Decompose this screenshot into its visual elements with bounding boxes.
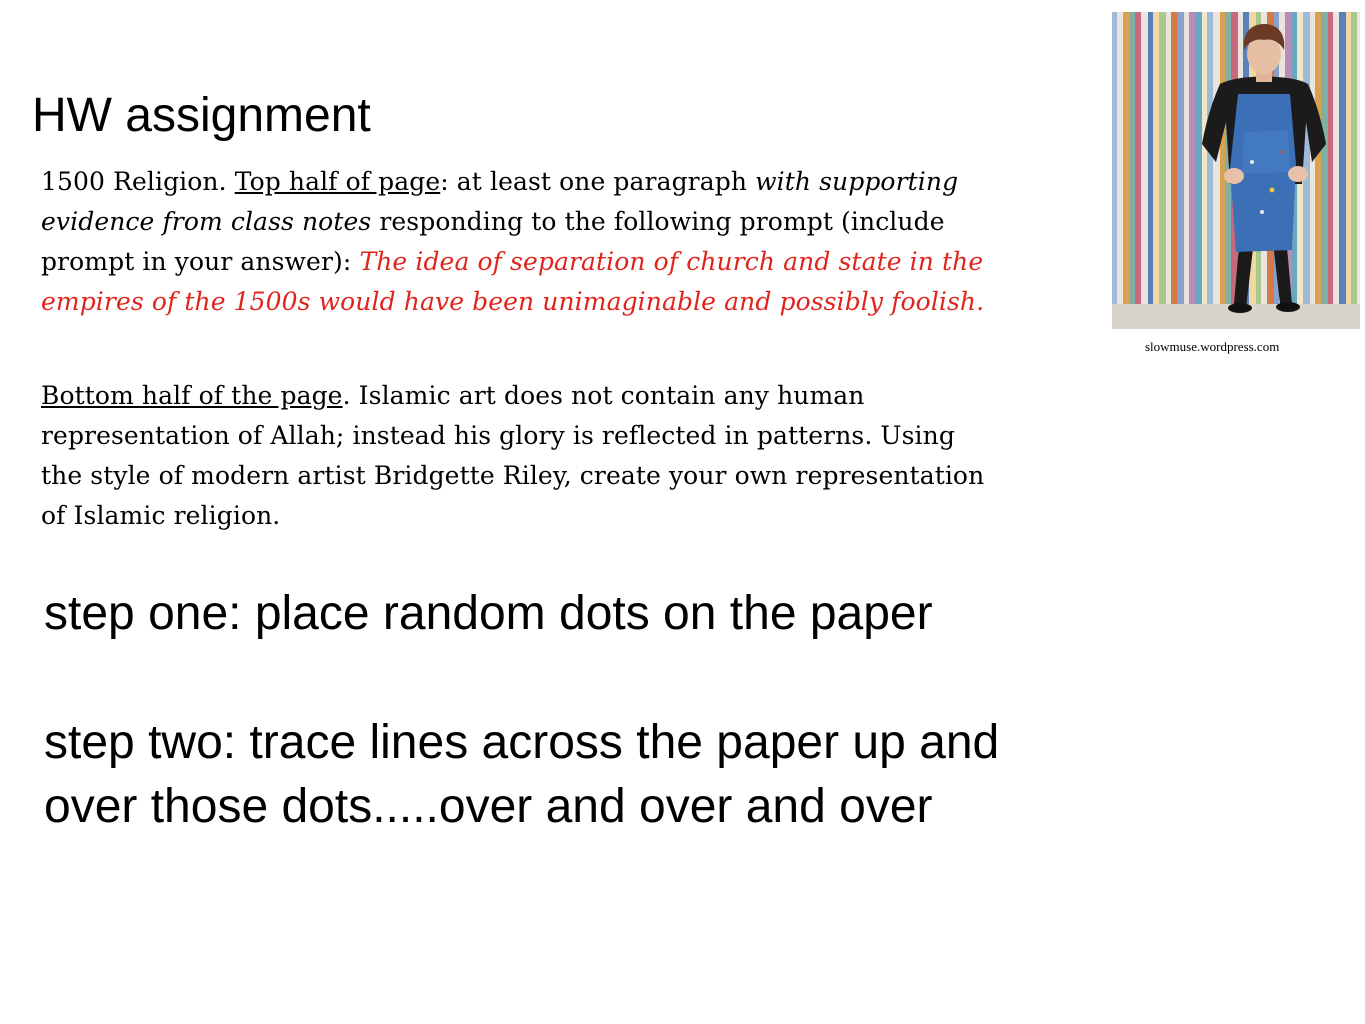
painting-stripe — [1303, 12, 1310, 304]
artist-shoe-left — [1228, 303, 1252, 313]
step-one-text: step one: place random dots on the paper — [44, 587, 933, 640]
painting-stripe — [1339, 12, 1346, 304]
painting-stripe — [1135, 12, 1141, 304]
painting-stripe — [1177, 12, 1184, 304]
painting-stripe — [1357, 12, 1360, 304]
painting-stripe — [1351, 12, 1357, 304]
top-half-label: Top half of page — [234, 167, 441, 196]
painting-stripe — [1328, 12, 1333, 304]
painting-stripe — [1315, 12, 1321, 304]
paragraph-bottom-body: . Islamic art does not contain any human representation of Allah; instead his glory is reflected in patterns. Using the style of modern artist Bridgette Riley, create your own representation of Islamic religion. — [41, 381, 985, 530]
paragraph-middle: responding to the following prompt (include prompt in your answer): — [41, 207, 945, 276]
painting-stripe — [1220, 12, 1225, 304]
assignment-paragraph-top — [41, 162, 1001, 322]
painting-stripe — [1141, 12, 1148, 304]
artist-photo — [1112, 12, 1360, 329]
paragraph-after-label: : at least one paragraph — [440, 167, 756, 196]
bottom-half-label: Bottom half of the page — [41, 381, 343, 410]
painting-stripe — [1166, 12, 1171, 304]
artist-shoe-right — [1276, 302, 1300, 312]
painting-stripe — [1117, 12, 1123, 304]
photo-credit: slowmuse.wordpress.com — [1145, 339, 1280, 354]
painting-stripe — [1346, 12, 1351, 304]
paragraph-lead: 1500 Religion. — [41, 167, 235, 196]
artist-hand-left — [1224, 168, 1244, 184]
painting-stripe — [1333, 12, 1339, 304]
painting-stripe — [1202, 12, 1207, 304]
painting-stripe — [1171, 12, 1177, 304]
step-two-line-1: step two: trace lines across the paper up and — [44, 716, 1000, 769]
painting-stripe — [1148, 12, 1153, 304]
painting-stripe — [1195, 12, 1202, 304]
painting-stripe — [1130, 12, 1135, 304]
step-two-line-2: over those dots.....over and over and over — [44, 780, 933, 833]
artist-photo-image — [1112, 12, 1360, 329]
painting-stripe — [1189, 12, 1195, 304]
artist-hand-right — [1288, 166, 1308, 182]
assignment-paragraph-bottom — [41, 376, 1001, 536]
painting-stripe — [1207, 12, 1213, 304]
essay-prompt: The idea of separation of church and state in the empires of the 1500s would have been unimaginable and possibly foolish. — [41, 247, 985, 316]
painting-stripe — [1123, 12, 1130, 304]
paragraph-emphasis: with supporting evidence from class notes — [41, 167, 959, 236]
painting-stripe — [1153, 12, 1159, 304]
painting-stripe — [1112, 12, 1117, 304]
painting-stripe — [1159, 12, 1166, 304]
painting-stripe — [1321, 12, 1328, 304]
painting-stripe — [1184, 12, 1189, 304]
slide-title: HW assignment — [32, 89, 371, 142]
step-two-text — [44, 711, 999, 839]
